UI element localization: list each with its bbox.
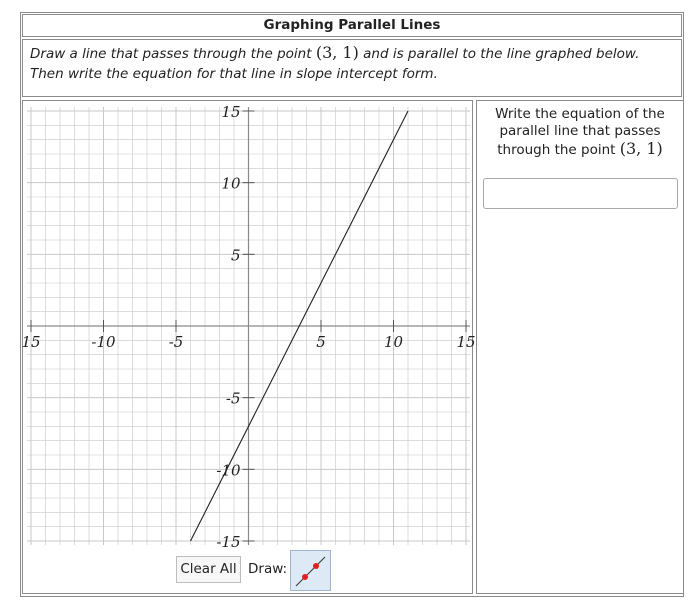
line-tool-button[interactable] xyxy=(290,550,331,591)
equation-input[interactable] xyxy=(483,178,678,209)
x-tick-label: 15 xyxy=(456,333,476,351)
instructions-text-2: and is parallel to the line graphed below. Then write the equation for that line in slope intercept form. xyxy=(30,46,640,82)
y-tick-label: 15 xyxy=(221,103,241,121)
y-tick-label: -10 xyxy=(216,461,241,480)
answer-panel xyxy=(476,100,684,594)
y-tick-label: -5 xyxy=(225,389,241,408)
y-tick-label: 5 xyxy=(230,246,241,265)
answer-prompt xyxy=(477,106,683,159)
x-tick-label: 10 xyxy=(383,333,404,351)
x-tick-label: 15 xyxy=(21,333,41,351)
page-title: Graphing Parallel Lines xyxy=(22,14,682,37)
line-tool-icon xyxy=(291,551,330,590)
x-tick-label: -5 xyxy=(168,333,184,351)
answer-prompt-point: (3, 1) xyxy=(619,139,663,158)
answer-prompt-text: Write the equation of the parallel line that passes through the point xyxy=(495,106,665,158)
y-tick-label: -15 xyxy=(216,533,241,551)
instructions-text-1: Draw a line that passes through the point xyxy=(30,46,316,62)
draw-label: Draw: xyxy=(248,561,288,577)
instructions-point: (3, 1) xyxy=(315,43,359,62)
x-tick-label: 5 xyxy=(316,333,326,351)
x-tick-label: -10 xyxy=(91,333,116,351)
axes xyxy=(27,107,470,545)
y-tick-label: 10 xyxy=(221,174,241,193)
clear-all-button[interactable]: Clear All xyxy=(176,556,241,583)
